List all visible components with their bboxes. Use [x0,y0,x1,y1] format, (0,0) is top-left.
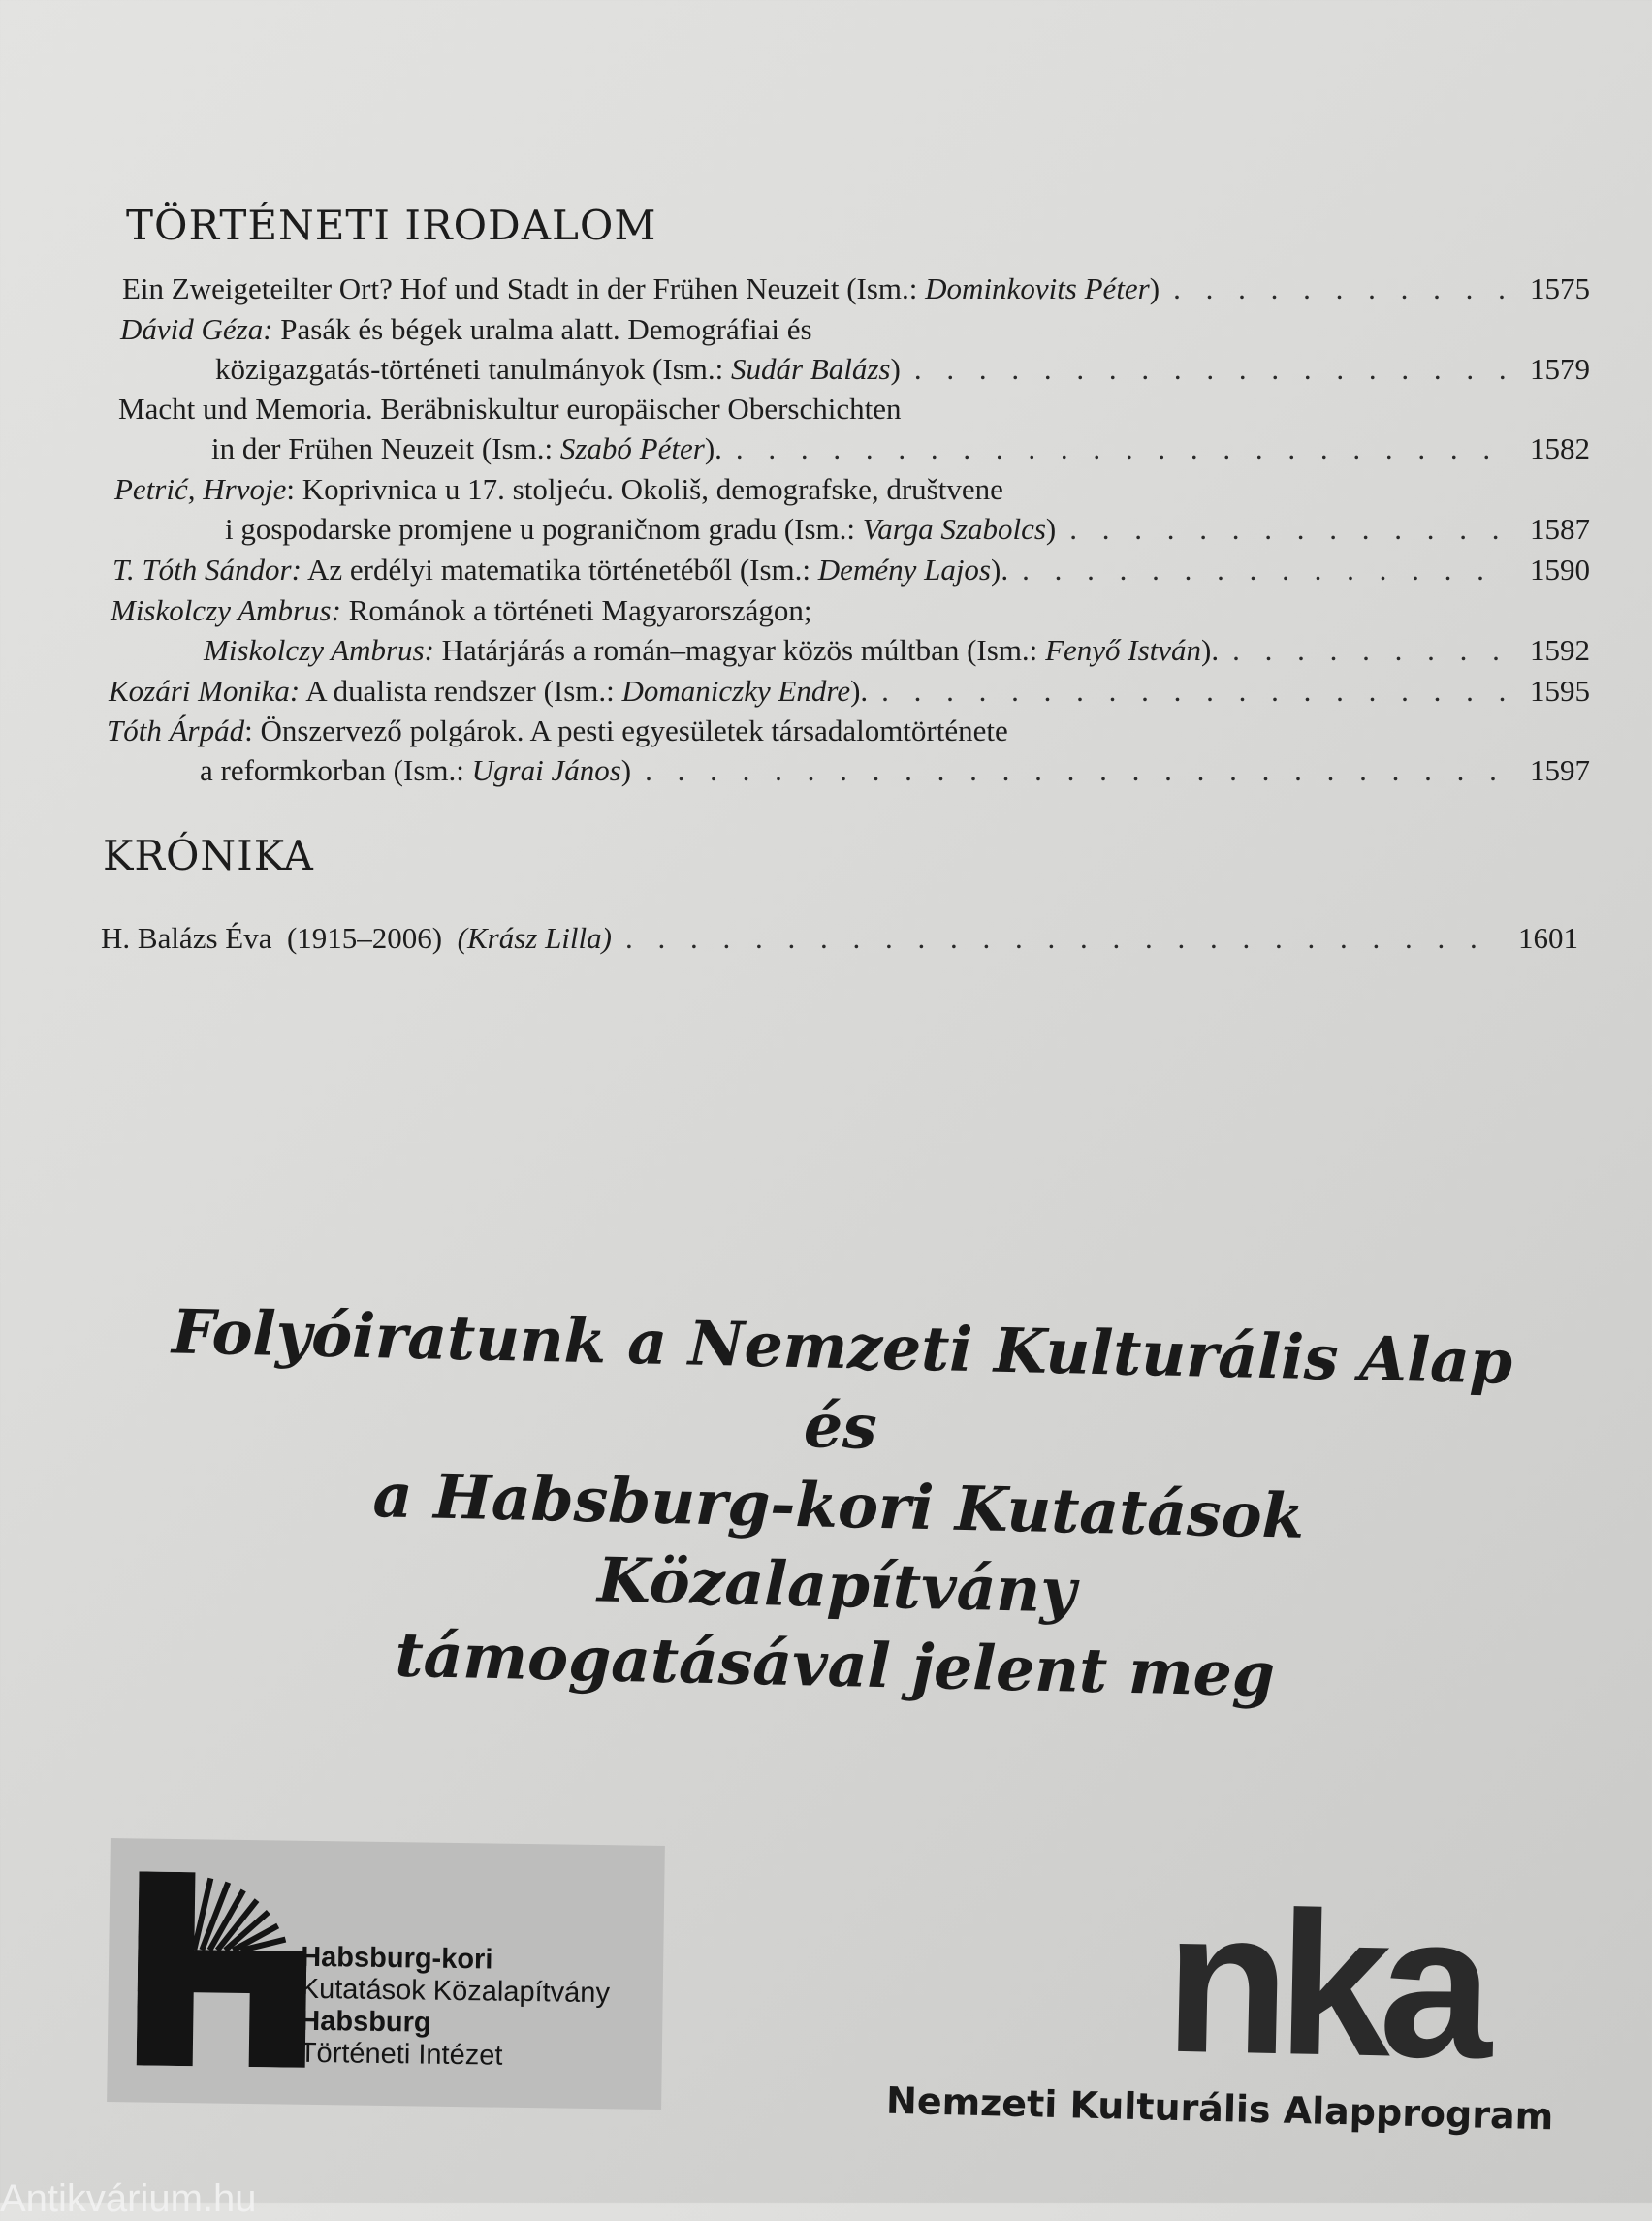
entry-reviewer: Domaniczky Endre [621,674,851,708]
leader-dots [914,352,1509,387]
entry-suffix: ) [620,753,632,787]
entry-title: A dualista rendszer (Ism.: [300,674,622,708]
entry-author: Tóth Árpád [107,714,245,747]
toc-entry-continuation [0,352,1590,391]
habsburg-logo-text [300,1942,660,2075]
entry-author: T. Tóth Sándor: [112,553,302,587]
entry-suffix: ). [704,431,722,465]
entry-author: Dávid Géza: [120,312,273,346]
entry-title: Az erdélyi matematika történetéből (Ism.: [301,553,818,587]
toc-entry-continuation [0,753,1590,792]
toc-entry [0,593,1590,632]
page-number: 1590 [1530,553,1590,587]
toc-entry [0,674,1590,713]
toc-entry-continuation [0,633,1590,672]
support-statement [122,1290,1556,1720]
entry-author: Miskolczy Ambrus: [111,593,341,627]
page-number: 1579 [1530,352,1590,386]
entry-years: (1915–2006) [271,921,458,955]
entry-author: Miskolczy Ambrus: [204,633,434,667]
toc-entry [0,714,1590,752]
entry-subject: H. Balázs Éva [101,921,272,955]
page-number: 1582 [1530,431,1590,465]
nka-logo-caption: Nemzeti Kulturális Alapprogram [885,2078,1554,2139]
entry-reviewer: Demény Lajos [817,553,992,587]
leader-dots [645,753,1509,788]
toc-entry [0,312,1590,351]
entry-title: i gospodarske promjene u pograničnom gradu (Ism.: [225,512,863,546]
toc-entry [0,553,1590,591]
habsburg-logo [107,1838,665,2110]
logo-line: Habsburg-kori [301,1941,493,1976]
nka-logo: nka [1162,1866,1484,2102]
logo-line: Kutatások Közalapítvány [300,1973,611,2010]
support-line: Folyóiratunk a Nemzeti Kulturális Alap és [171,1295,1513,1463]
logo-line: Habsburg [300,2005,431,2039]
leader-dots [1232,633,1509,668]
support-line: a Habsburg-kori Kutatások Közalapítvány [371,1459,1306,1627]
entry-title: Ein Zweigeteilter Ort? Hof und Stadt in der Frühen Neuzeit (Ism.: [122,271,926,305]
entry-suffix: ) [1149,271,1160,305]
entry-author: Petrić, Hrvoje [114,472,287,506]
entry-title: a reformkorban (Ism.: [200,753,472,787]
toc-entry [0,921,1578,960]
entry-title: in der Frühen Neuzeit (Ism.: [211,431,560,465]
page-number: 1575 [1530,271,1590,305]
habsburg-h-icon [137,1871,314,2067]
toc-entry [0,472,1590,511]
page-number: 1595 [1530,674,1590,708]
entry-suffix: ). [991,553,1009,587]
leader-dots [736,431,1509,466]
toc-entry-continuation [0,431,1590,470]
section-title-kronika: KRÓNIKA [103,832,314,879]
watermark: Antikvárium.hu [0,2177,257,2220]
toc-entry [0,271,1590,310]
page-number: 1592 [1530,633,1590,667]
entry-reviewer: Dominkovits Péter [925,271,1150,305]
entry-reviewer: Ugrai János [471,753,621,787]
entry-title: közigazgatás-történeti tanulmányok (Ism.: [215,352,731,386]
page-number: 1597 [1530,753,1590,787]
toc-entry-continuation [0,512,1590,551]
logo-line: Történeti Intézet [299,2037,503,2072]
support-line: támogatásával jelent meg [394,1618,1276,1711]
entry-suffix: ). [1201,633,1220,667]
toc-entry [0,392,1590,430]
entry-suffix: ). [850,674,869,708]
entry-reviewer: Sudár Balázs [731,352,891,386]
page-number: 1601 [1518,921,1578,955]
entry-suffix: ) [1045,512,1057,546]
section-title-irodalom: TÖRTÉNETI IRODALOM [126,202,657,249]
leader-dots [881,674,1509,709]
entry-reviewer: Fenyő István [1045,633,1202,667]
entry-author: Kozári Monika: [109,674,301,708]
entry-title: : Önszervező polgárok. A pesti egyesületek társadalomtörténete [244,714,1008,747]
entry-suffix: ) [890,352,901,386]
leader-dots [1022,553,1509,587]
entry-reviewer: Szabó Péter [559,431,705,465]
page-number: 1587 [1530,512,1590,546]
entry-title: Határjárás a román–magyar közös múltban (Ism.: [433,633,1046,667]
leader-dots [1069,512,1509,547]
entry-title: Pasák és bégek uralma alatt. Demográfiai és [272,312,812,346]
entry-title: : Koprivnica u 17. stoljeću. Okoliš, demografske, društvene [286,472,1003,506]
entry-reviewer: Varga Szabolcs [862,512,1046,546]
leader-dots [1173,271,1509,306]
entry-author: (Krász Lilla) [457,921,612,955]
entry-title: Macht und Memoria. Beräbniskultur europäischer Oberschichten [118,392,902,426]
leader-dots [625,921,1497,956]
entry-title: Románok a történeti Magyarországon; [340,593,812,627]
